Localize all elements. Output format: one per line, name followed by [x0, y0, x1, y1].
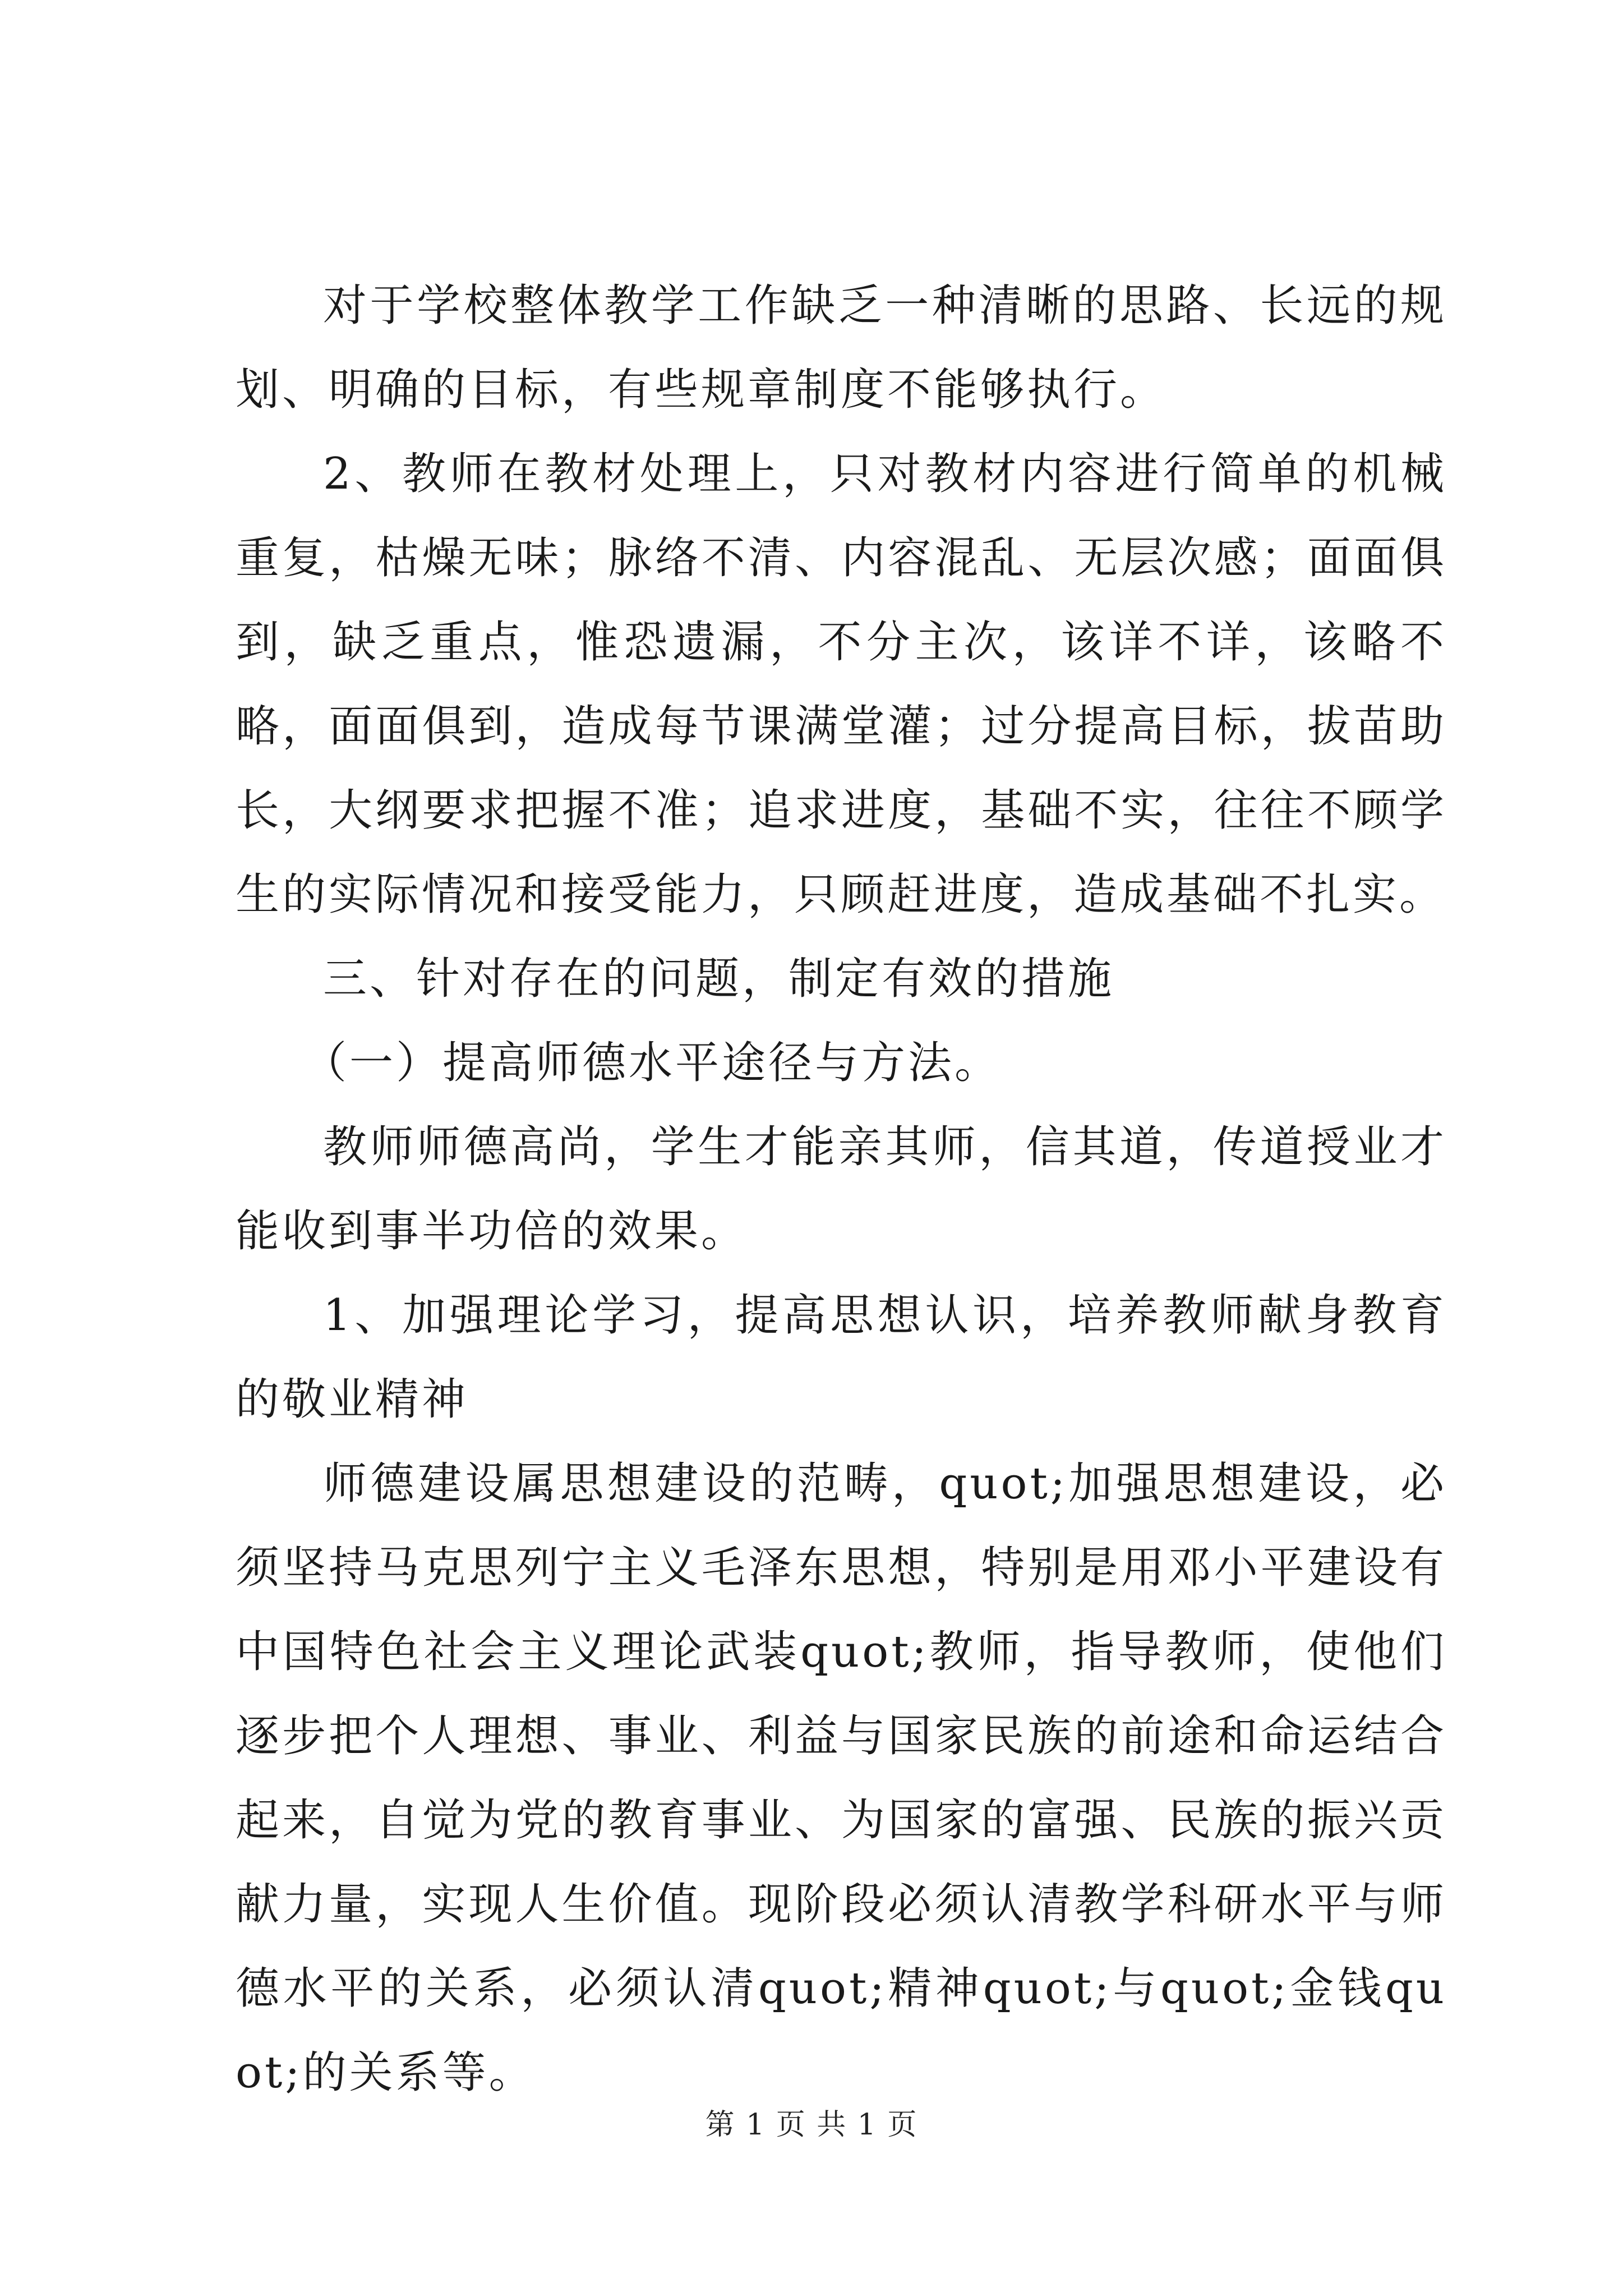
paragraph-planning-issue: 对于学校整体教学工作缺乏一种清晰的思路、长远的规划、明确的目标，有些规章制度不能够执行。: [236, 280, 1447, 415]
paragraph-theory-study: 1、加强理论学习，提高思想认识，培养教师献身教育的敬业精神: [236, 1290, 1447, 1425]
page-footer: 第 1 页 共 1 页: [705, 2108, 918, 2142]
paragraph-ideological-building: 师德建设属思想建设的范畴，quot;加强思想建设，必须坚持马克思列宁主义毛泽东思想，特别是用邓小平建设有中国特色社会主义理论武装quot;教师，指导教师，使他们逐步把个人理想、事业、利益与国家民族的前途和命运结合起来，自觉为党的教育事业、为国家的富强、民族的振兴贡献力量，实现人生价值。现阶段必须认清教学科研水平与师德水平的关系，必须认清quot;精神quot;与quot;金钱quot;的关系等。: [236, 1458, 1447, 2098]
section-heading-measures: 三、针对存在的问题，制定有效的措施: [323, 954, 1115, 1004]
subsection-heading-ethics: （一）提高师德水平途径与方法。: [303, 1038, 1002, 1088]
paragraph-textbook-handling: 2、教师在教材处理上，只对教材内容进行简单的机械重复，枯燥无味；脉络不清、内容混乱、无层次感；面面俱到，缺乏重点，惟恐遗漏，不分主次，该详不详，该略不略，面面俱到，造成每节课满堂灌；过分提高目标，拔苗助长，大纲要求把握不准；追求进度，基础不实，往往不顾学生的实际情况和接受能力，只顾赶进度，造成基础不扎实。: [236, 449, 1447, 920]
paragraph-teacher-ethics: 教师师德高尚，学生才能亲其师，信其道，传道授业才能收到事半功倍的效果。: [236, 1122, 1447, 1257]
document-body: [236, 264, 1447, 2115]
